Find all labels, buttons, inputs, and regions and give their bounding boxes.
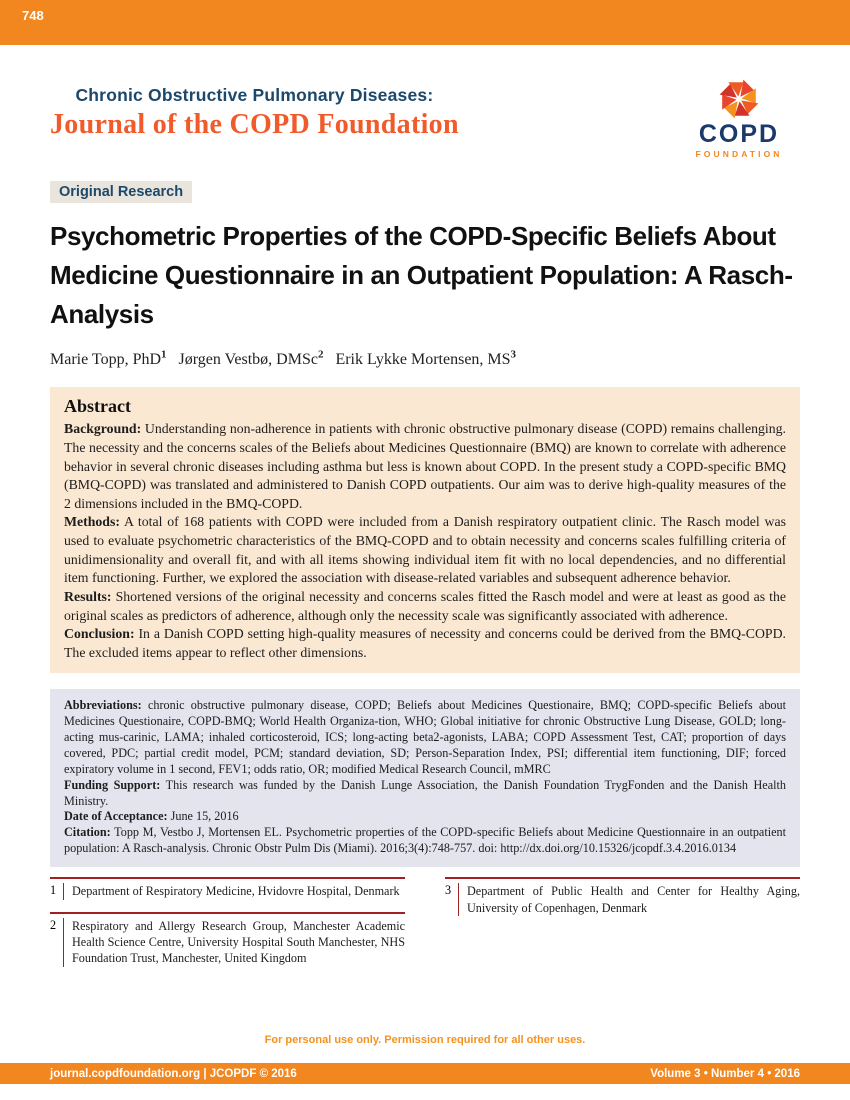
affiliations [50,877,800,979]
affiliations-left-column [50,877,405,979]
page-content [0,85,850,979]
affiliation-text: Department of Public Health and Center for Healthy Aging, University of Copenhagen, Denmark [458,883,800,916]
affiliation-number: 1 [50,883,57,898]
bottom-bar [0,1063,850,1084]
abstract-methods: Methods: A total of 168 patients with COPD were included from a Danish respiratory outpatient clinic. The Rasch model was used to evaluate psychometric characteristics of the BMQ-COPD and to obtain necessity and concerns scales fulfilling criteria of unidimensionality and overall fit, and with all items showing individual item fit with no local dependencies, and no differential item functioning. Further, we explored the association with disease-related variables and subsequent adherence behavior. [64,514,786,586]
citation: Citation: Topp M, Vestbo J, Mortensen EL. Psychometric properties of the COPD-specific Beliefs about Medicine Questionnaire in an outpatient population: A Rasch-analysis. Chronic Obstr Pulm Dis (Miami). 2016;3(4):748-757. doi: http://dx.doi.org/10.15326/jcopdf.3.4.2016.0134 [64,825,786,856]
top-bar [0,0,850,45]
journal-titles [50,85,459,141]
copd-foundation-logo [678,77,800,159]
usage-permission-note: For personal use only. Permission required for all other uses. [264,1034,586,1046]
affiliation-1 [50,877,405,899]
author: Marie Topp, PhD$^1$ [50,349,167,369]
affiliation-2 [50,912,405,967]
article-title: Psychometric Properties of the COPD-Specific Beliefs About Medicine Questionnaire in an Outpatient Population: A Rasch-Analysis [50,221,793,329]
article-info-box [50,689,800,867]
abstract-background: Background: Understanding non-adherence in patients with chronic obstructive pulmonary disease (COPD) remains challenging. The necessity and the concerns scales of the Beliefs about Medicines Questionnaire (BMQ) are known to correlate with adherence behavior in several chronic diseases including asthma but less is known about COPD. In the present study a COPD-specific BMQ (BMQ-COPD) was translated and administered to Danish COPD outpatients. Our aim was to derive high-quality measures of the 2 dimensions included in the BMQ-COPD. [64,421,786,511]
masthead [50,85,800,159]
abstract-heading: Abstract [64,396,131,417]
abstract-conclusion: Conclusion: In a Danish COPD setting high-quality measures of necessity and concerns could be derived from the BMQ-COPD. The excluded items appear to reflect other dimensions. [64,626,786,660]
affiliation-3 [445,877,800,916]
author-affiliation-ref: 1 [161,349,167,361]
journal-title: Journal of the COPD Foundation [50,109,459,140]
journal-series-title: Chronic Obstructive Pulmonary Diseases: [75,85,434,105]
affiliation-number: 2 [50,917,57,932]
abstract-box [50,387,800,673]
affiliation-text: Department of Respiratory Medicine, Hvidovre Hospital, Denmark [63,883,400,899]
affiliation-number: 3 [445,883,452,898]
affiliation-text: Respiratory and Allergy Research Group, Manchester Academic Health Science Centre, University Hospital South Manchester, NHS Foundation Trust, Manchester, United Kingdom [63,918,405,967]
abstract-results: Results: Shortened versions of the original necessity and concerns scales fitted the Rasch model and were at least as good as the original scales as predictors of adherence, although only the necessity scale was significantly associated with adherence. [64,588,786,623]
author-affiliation-ref: 3 [510,349,517,361]
author: Erik Lykke Mortensen, $MS^3$ [335,349,517,369]
page-number: 748 [22,8,44,23]
footer-journal-info: journal.copdfoundation.org | JCOPDF © 2016 [50,1067,297,1080]
affiliations-right-column [445,877,800,979]
footer-issue-info: Volume 3 • Number 4 • 2016 [650,1067,800,1080]
logo-wordmark: COPD [698,120,780,148]
author: Jørgen Vestbø, DMSc$^2$ [178,349,324,369]
article-category-badge: Original Research [50,181,192,203]
author-affiliation-ref: 2 [317,349,324,361]
pinwheel-icon [715,77,763,121]
author-line [50,349,800,369]
funding-support: Funding Support: This research was funded by the Danish Lunge Association, the Danish Foundation TrygFonden and the Danish Health Ministry. [64,777,786,808]
logo-subtitle: FOUNDATION [695,149,783,159]
abbreviations: Abbreviations: chronic obstructive pulmonary disease, COPD; Beliefs about Medicines Questionaire, BMQ; COPD-specific Beliefs about Medicines Questionaire, COPD-BMQ; World Health Organiza-tion, WHO; Global initiative for chronic Obstructive Lung Disease, GOLD; long-acting mus-carinic, LAMA; inhaled corticosteroid, ICS; long-acting beta2-agonists, LABA; COPD Assessment Test, CAT; proportion of days covered, PDC; partial credit model, PCM; standard deviation, SD; Person-Separation Index, PSI; differential item functioning, DIF; forced expiratory volume in 1 second, FEV1; odds ratio, OR; modified Medical Research Council, mMRC [64,698,786,776]
date-of-acceptance: Date of Acceptance: June 15, 2016 [64,809,239,824]
